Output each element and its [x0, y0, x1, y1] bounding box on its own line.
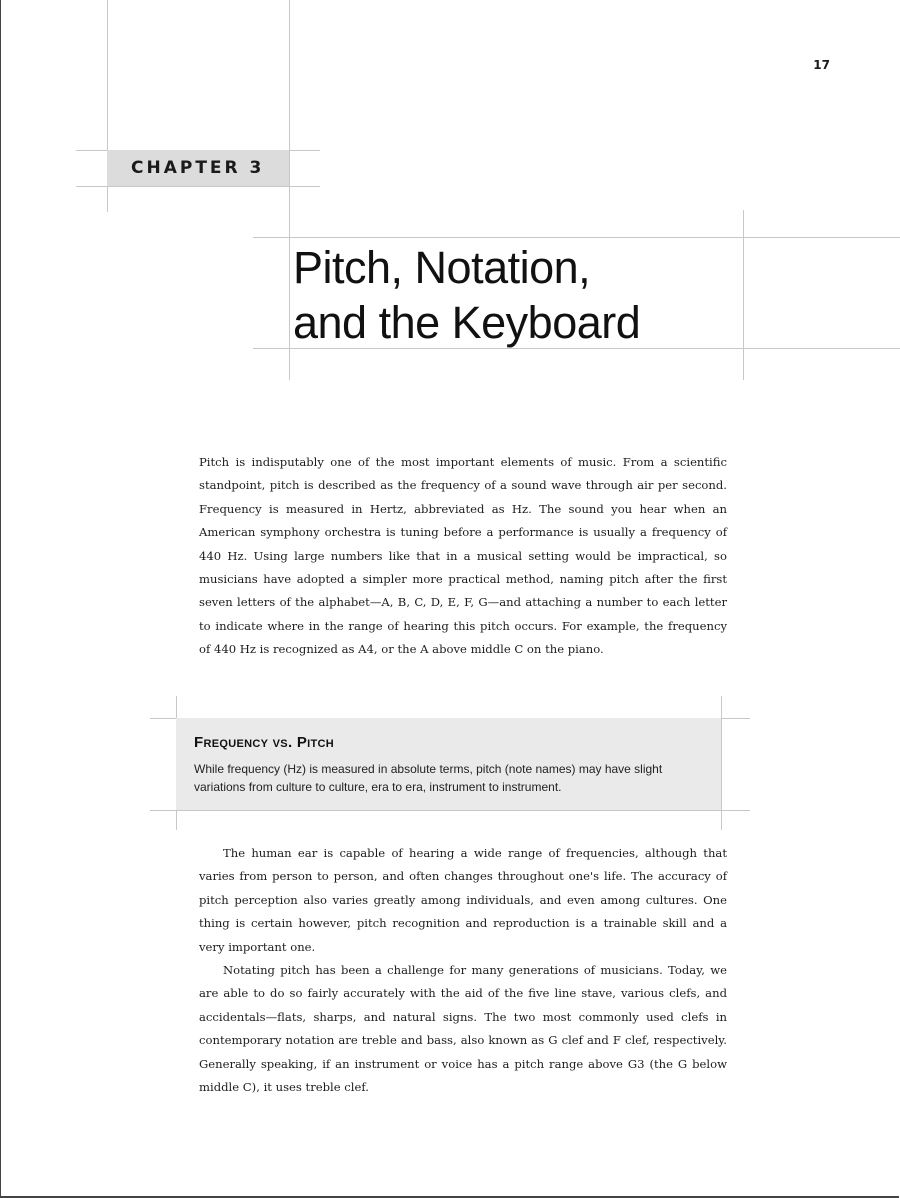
sidebar-text: While frequency (Hz) is measured in absolute terms, pitch (note names) may have slight variations from culture to culture, era to era, instrument to instrument. [194, 762, 663, 794]
sidebar-note [176, 718, 721, 810]
body-paragraph: The human ear is capable of hearing a wide range of frequencies, although that varies from person to person, and often changes throughout one's life. The accuracy of pitch perception also varies greatly among individuals, and even among cultures. One thing is certain however, pitch recognition and reproduction is a trainable skill and a very important one. [199, 846, 727, 954]
chapter-title-line-1: Pitch, Notation, [293, 242, 591, 293]
body-paragraph: Notating pitch has been a challenge for many generations of musicians. Today, we are able to do so fairly accurately with the aid of the five line stave, various clefs, and accidentals—flats, sharps, and natural signs. The two most commonly used clefs in contemporary notation are treble and bass, also known as G clef and F clef, respectively. Generally speaking, if an instrument or voice has a pitch range above G3 (the G below middle C), it uses treble clef. [199, 963, 727, 1095]
page-number: 17 [813, 58, 830, 72]
guide-line-vertical [743, 210, 744, 380]
guide-line-horizontal [76, 186, 320, 187]
guide-line-vertical [289, 0, 290, 380]
guide-line-horizontal [253, 237, 900, 238]
intro-paragraph: Pitch is indisputably one of the most important elements of music. From a scientific standpoint, pitch is described as the frequency of a sound wave through air per second. Frequency is measured in Hertz, abbreviated as Hz. The sound you hear when an American symphony orchestra is tuning before a performance is usually a frequency of 440 Hz. Using large numbers like that in a musical setting would be impractical, so musicians have adopted a simpler more practical method, naming pitch after the first seven letters of the alphabet—A, B, C, D, E, F, G—and attaching a number to each letter to indicate where in the range of hearing this pitch occurs. For example, the frequency of 440 Hz is recognized as A4, or the A above middle C on the piano. [199, 455, 727, 657]
guide-line-horizontal [150, 810, 750, 811]
chapter-title [293, 240, 733, 350]
chapter-label: CHAPTER 3 [131, 158, 265, 178]
chapter-label-box [107, 150, 289, 186]
chapter-title-line-2: and the Keyboard [293, 297, 641, 348]
sidebar-heading: Frequency vs. Pitch [194, 734, 335, 751]
